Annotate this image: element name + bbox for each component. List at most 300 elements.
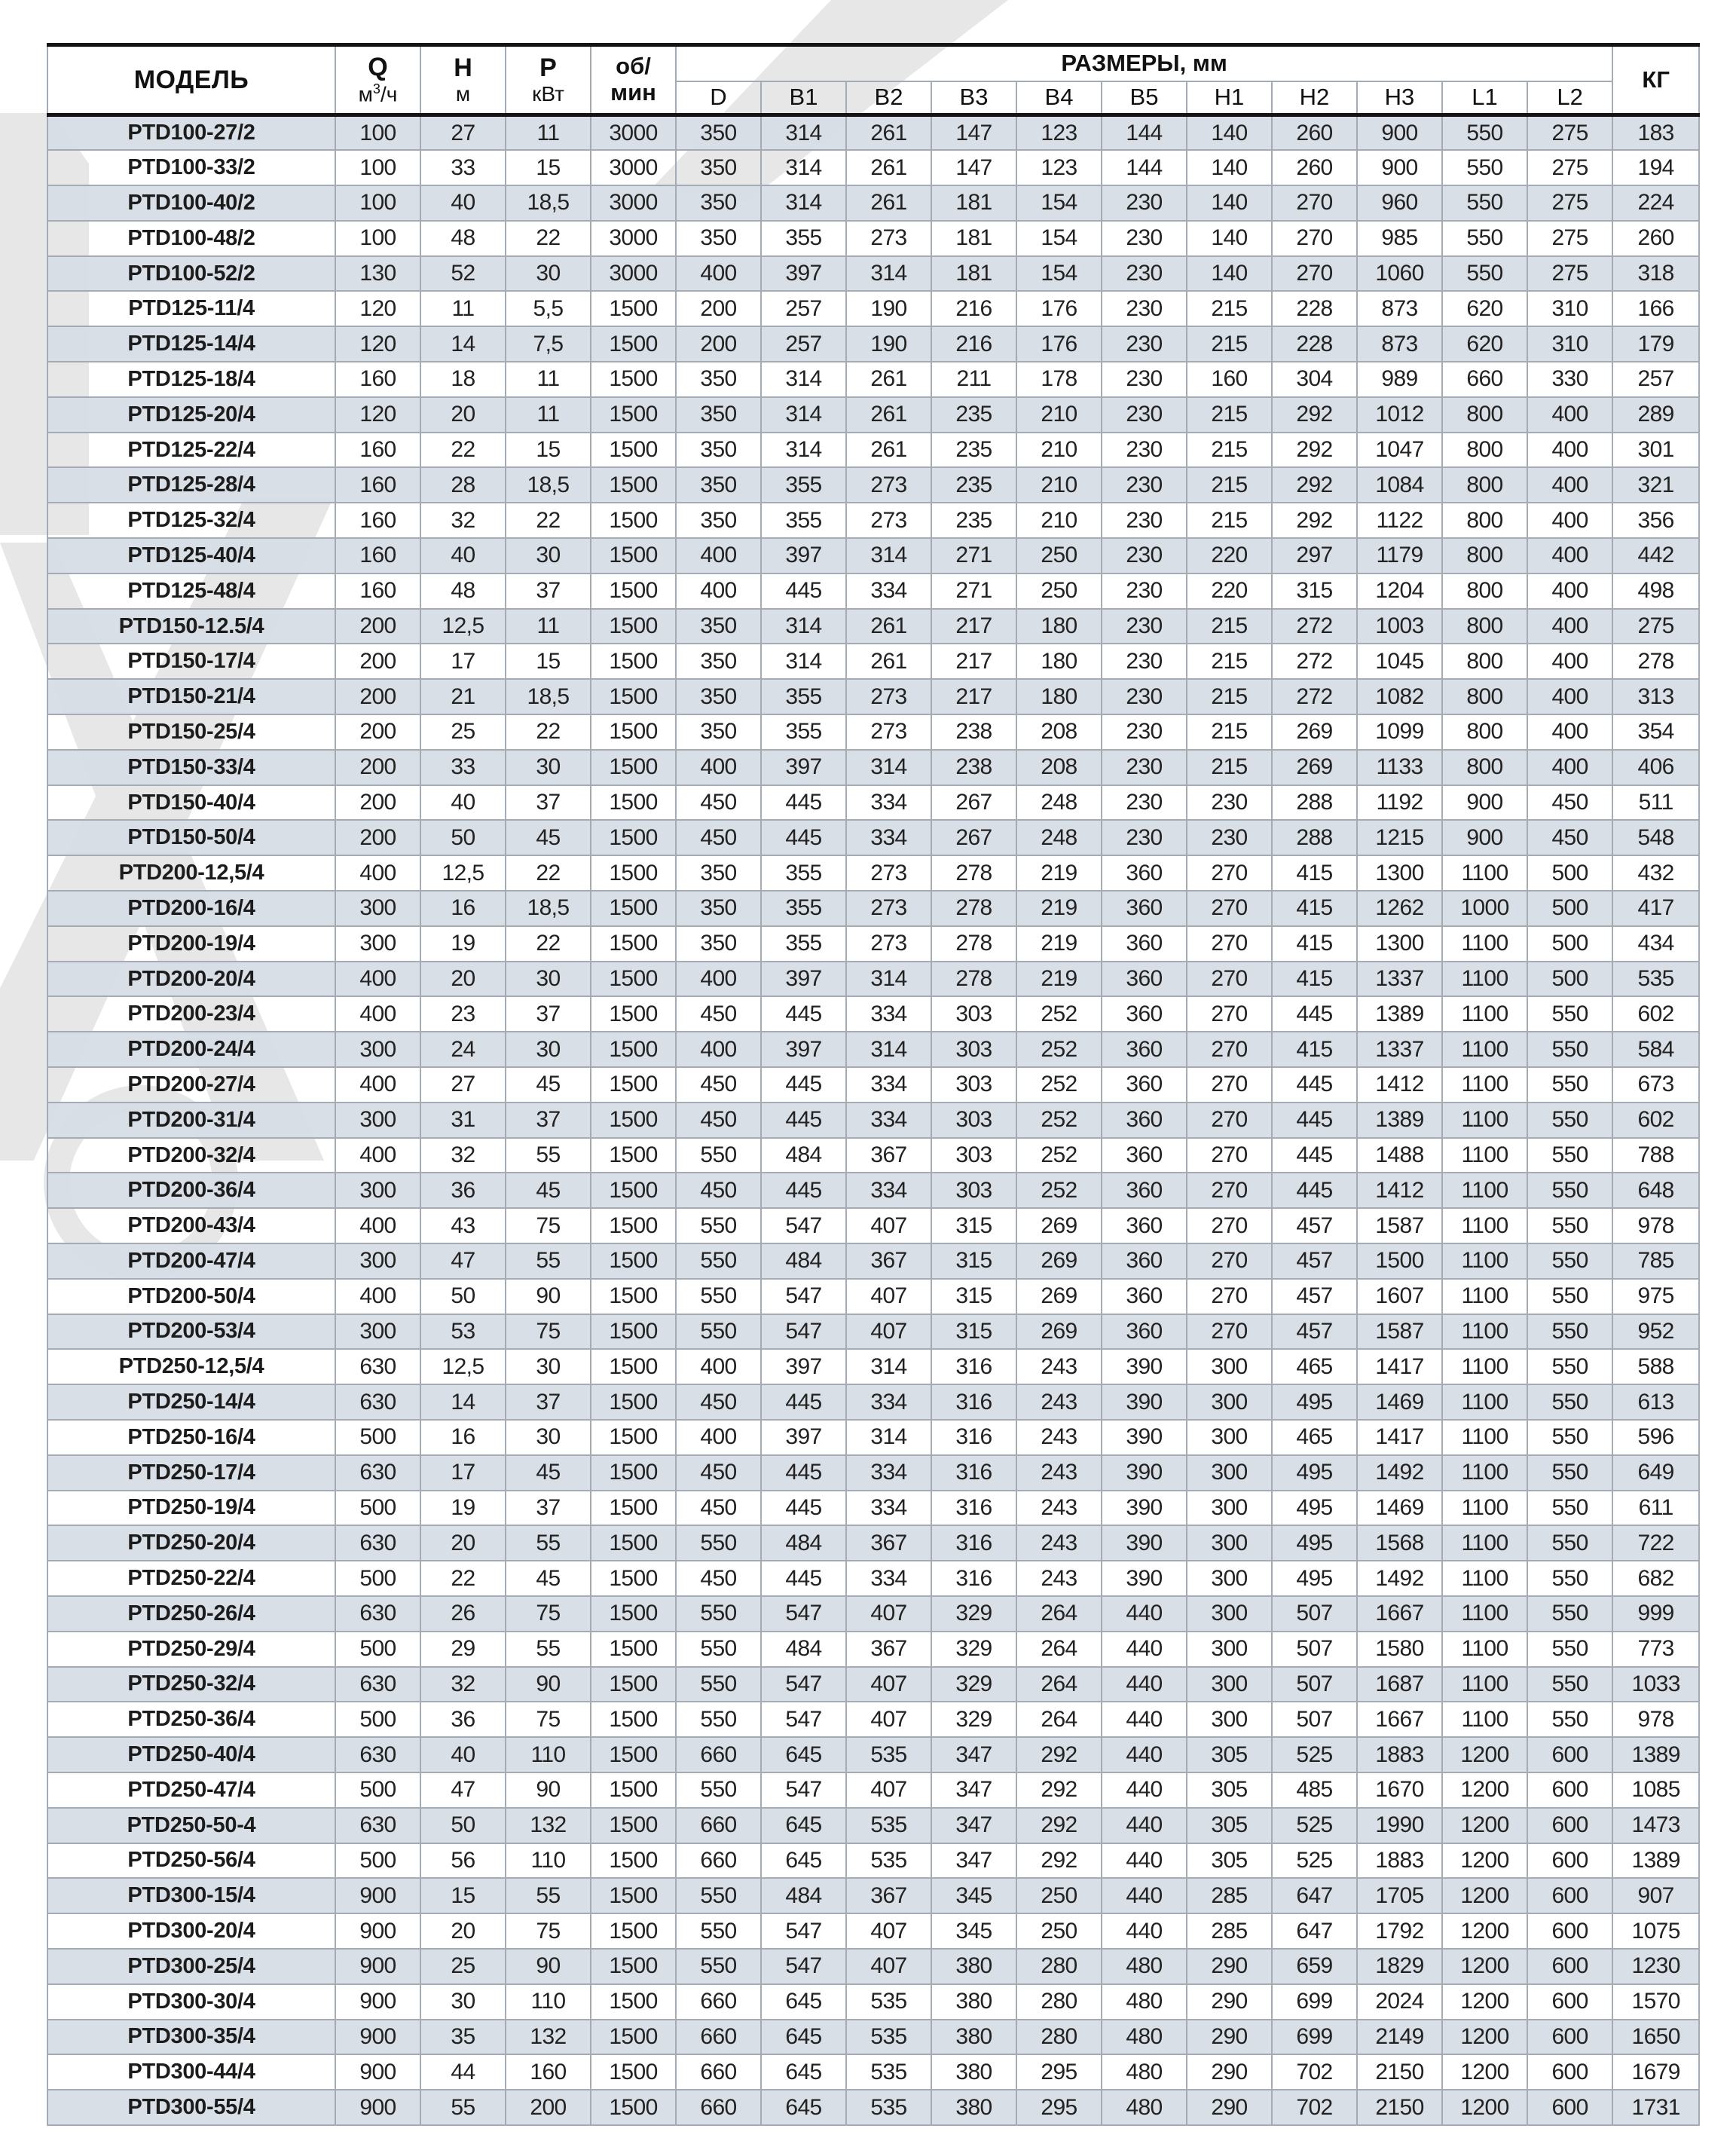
value-cell: 55 bbox=[506, 1138, 591, 1173]
value-cell: 355 bbox=[761, 467, 846, 503]
value-cell: 1500 bbox=[591, 1878, 676, 1913]
model-cell: PTD250-14/4 bbox=[47, 1384, 335, 1420]
value-cell: 1389 bbox=[1357, 996, 1442, 1032]
value-cell: 1667 bbox=[1357, 1702, 1442, 1737]
value-cell: 230 bbox=[1187, 785, 1272, 821]
model-cell: PTD250-56/4 bbox=[47, 1843, 335, 1879]
table-row bbox=[47, 362, 1699, 397]
value-cell: 14 bbox=[420, 326, 506, 362]
value-cell: 235 bbox=[931, 503, 1016, 538]
value-cell: 350 bbox=[676, 609, 761, 644]
value-cell: 440 bbox=[1102, 1913, 1187, 1949]
value-cell: 230 bbox=[1187, 820, 1272, 855]
value-cell: 45 bbox=[506, 820, 591, 855]
value-cell: 290 bbox=[1187, 1949, 1272, 1984]
value-cell: 194 bbox=[1612, 150, 1699, 185]
value-cell: 647 bbox=[1272, 1913, 1357, 1949]
value-cell: 140 bbox=[1187, 185, 1272, 221]
value-cell: 243 bbox=[1016, 1349, 1102, 1384]
value-cell: 26 bbox=[420, 1596, 506, 1632]
value-cell: 160 bbox=[335, 467, 420, 503]
value-cell: 445 bbox=[1272, 1103, 1357, 1138]
value-cell: 32 bbox=[420, 1138, 506, 1173]
value-cell: 645 bbox=[761, 2090, 846, 2125]
table-row bbox=[47, 326, 1699, 362]
value-cell: 434 bbox=[1612, 926, 1699, 962]
value-cell: 15 bbox=[506, 150, 591, 185]
value-cell: 22 bbox=[420, 1561, 506, 1596]
model-cell: PTD150-12.5/4 bbox=[47, 609, 335, 644]
value-cell: 257 bbox=[761, 291, 846, 326]
value-cell: 1650 bbox=[1612, 2020, 1699, 2055]
value-cell: 1500 bbox=[591, 1737, 676, 1772]
value-cell: 1412 bbox=[1357, 1173, 1442, 1208]
value-cell: 132 bbox=[506, 1808, 591, 1843]
table-row bbox=[47, 644, 1699, 679]
value-cell: 500 bbox=[335, 1772, 420, 1808]
value-cell: 290 bbox=[1187, 2020, 1272, 2055]
model-cell: PTD300-30/4 bbox=[47, 1984, 335, 2020]
value-cell: 300 bbox=[1187, 1702, 1272, 1737]
value-cell: 154 bbox=[1016, 221, 1102, 256]
value-cell: 1200 bbox=[1442, 1737, 1527, 1772]
value-cell: 450 bbox=[676, 1455, 761, 1491]
value-cell: 547 bbox=[761, 1279, 846, 1314]
value-cell: 600 bbox=[1527, 1737, 1612, 1772]
value-cell: 314 bbox=[761, 397, 846, 433]
value-cell: 550 bbox=[676, 1667, 761, 1702]
value-cell: 350 bbox=[676, 503, 761, 538]
value-cell: 1500 bbox=[591, 1067, 676, 1103]
value-cell: 800 bbox=[1442, 714, 1527, 750]
value-cell: 1500 bbox=[591, 1349, 676, 1384]
table-row bbox=[47, 2090, 1699, 2125]
value-cell: 1500 bbox=[591, 1702, 676, 1737]
value-cell: 37 bbox=[506, 1491, 591, 1526]
value-cell: 250 bbox=[1016, 1878, 1102, 1913]
value-cell: 329 bbox=[931, 1632, 1016, 1667]
pump-spec-table bbox=[47, 43, 1700, 2126]
value-cell: 498 bbox=[1612, 573, 1699, 609]
value-cell: 550 bbox=[1527, 1173, 1612, 1208]
table-row bbox=[47, 1984, 1699, 2020]
value-cell: 224 bbox=[1612, 185, 1699, 221]
value-cell: 1100 bbox=[1442, 926, 1527, 962]
model-cell: PTD100-52/2 bbox=[47, 256, 335, 292]
value-cell: 600 bbox=[1527, 1772, 1612, 1808]
table-row bbox=[47, 1737, 1699, 1772]
value-cell: 300 bbox=[1187, 1561, 1272, 1596]
value-cell: 660 bbox=[676, 1843, 761, 1879]
value-cell: 1500 bbox=[591, 609, 676, 644]
value-cell: 316 bbox=[931, 1384, 1016, 1420]
value-cell: 315 bbox=[1272, 573, 1357, 609]
value-cell: 1100 bbox=[1442, 1596, 1527, 1632]
value-cell: 1200 bbox=[1442, 1878, 1527, 1913]
col-header-size-B4: B4 bbox=[1016, 81, 1102, 115]
value-cell: 1500 bbox=[591, 1949, 676, 1984]
value-cell: 270 bbox=[1187, 996, 1272, 1032]
value-cell: 314 bbox=[761, 150, 846, 185]
value-cell: 400 bbox=[676, 1420, 761, 1455]
value-cell: 360 bbox=[1102, 1279, 1187, 1314]
q-label: Q bbox=[368, 53, 388, 82]
value-cell: 484 bbox=[761, 1525, 846, 1561]
value-cell: 390 bbox=[1102, 1525, 1187, 1561]
value-cell: 1500 bbox=[591, 785, 676, 821]
value-cell: 21 bbox=[420, 679, 506, 714]
col-header-size-L2: L2 bbox=[1527, 81, 1612, 115]
value-cell: 550 bbox=[1527, 1561, 1612, 1596]
value-cell: 1500 bbox=[591, 1667, 676, 1702]
value-cell: 7,5 bbox=[506, 326, 591, 362]
value-cell: 179 bbox=[1612, 326, 1699, 362]
value-cell: 407 bbox=[846, 1772, 931, 1808]
value-cell: 407 bbox=[846, 1702, 931, 1737]
value-cell: 334 bbox=[846, 996, 931, 1032]
value-cell: 406 bbox=[1612, 750, 1699, 785]
value-cell: 1100 bbox=[1442, 1702, 1527, 1737]
value-cell: 800 bbox=[1442, 538, 1527, 573]
value-cell: 978 bbox=[1612, 1702, 1699, 1737]
p-label: Р bbox=[539, 54, 557, 83]
value-cell: 37 bbox=[506, 573, 591, 609]
value-cell: 2150 bbox=[1357, 2090, 1442, 2125]
h-label: Н bbox=[454, 54, 472, 83]
value-cell: 1500 bbox=[591, 1843, 676, 1879]
value-cell: 407 bbox=[846, 1208, 931, 1243]
value-cell: 269 bbox=[1016, 1208, 1102, 1243]
value-cell: 1500 bbox=[591, 855, 676, 891]
value-cell: 480 bbox=[1102, 1984, 1187, 2020]
value-cell: 270 bbox=[1187, 1138, 1272, 1173]
value-cell: 18,5 bbox=[506, 891, 591, 926]
value-cell: 1100 bbox=[1442, 1632, 1527, 1667]
table-row bbox=[47, 996, 1699, 1032]
value-cell: 415 bbox=[1272, 891, 1357, 926]
value-cell: 550 bbox=[676, 1314, 761, 1350]
value-cell: 24 bbox=[420, 1032, 506, 1067]
value-cell: 550 bbox=[676, 1525, 761, 1561]
value-cell: 180 bbox=[1016, 679, 1102, 714]
value-cell: 22 bbox=[506, 714, 591, 750]
value-cell: 1500 bbox=[591, 326, 676, 362]
value-cell: 645 bbox=[761, 1737, 846, 1772]
table-row bbox=[47, 1949, 1699, 1984]
value-cell: 1389 bbox=[1357, 1103, 1442, 1138]
table-row bbox=[47, 679, 1699, 714]
value-cell: 1607 bbox=[1357, 1279, 1442, 1314]
value-cell: 1389 bbox=[1612, 1737, 1699, 1772]
model-cell: PTD150-50/4 bbox=[47, 820, 335, 855]
value-cell: 19 bbox=[420, 926, 506, 962]
value-cell: 280 bbox=[1016, 1949, 1102, 1984]
value-cell: 100 bbox=[335, 115, 420, 151]
value-cell: 440 bbox=[1102, 1702, 1187, 1737]
value-cell: 773 bbox=[1612, 1632, 1699, 1667]
value-cell: 1500 bbox=[591, 926, 676, 962]
value-cell: 261 bbox=[846, 115, 931, 151]
model-cell: PTD200-36/4 bbox=[47, 1173, 335, 1208]
value-cell: 252 bbox=[1016, 996, 1102, 1032]
value-cell: 788 bbox=[1612, 1138, 1699, 1173]
value-cell: 270 bbox=[1187, 1067, 1272, 1103]
value-cell: 200 bbox=[335, 644, 420, 679]
value-cell: 1003 bbox=[1357, 609, 1442, 644]
value-cell: 1100 bbox=[1442, 1561, 1527, 1596]
value-cell: 215 bbox=[1187, 503, 1272, 538]
value-cell: 550 bbox=[1527, 1349, 1612, 1384]
value-cell: 500 bbox=[335, 1491, 420, 1526]
model-cell: PTD250-26/4 bbox=[47, 1596, 335, 1632]
value-cell: 273 bbox=[846, 503, 931, 538]
value-cell: 450 bbox=[676, 1491, 761, 1526]
value-cell: 457 bbox=[1272, 1243, 1357, 1279]
value-cell: 313 bbox=[1612, 679, 1699, 714]
value-cell: 334 bbox=[846, 1067, 931, 1103]
value-cell: 1500 bbox=[591, 362, 676, 397]
value-cell: 550 bbox=[1527, 1384, 1612, 1420]
value-cell: 360 bbox=[1102, 1067, 1187, 1103]
value-cell: 660 bbox=[676, 1737, 761, 1772]
model-cell: PTD200-19/4 bbox=[47, 926, 335, 962]
model-cell: PTD200-32/4 bbox=[47, 1138, 335, 1173]
value-cell: 1200 bbox=[1442, 2054, 1527, 2090]
value-cell: 800 bbox=[1442, 644, 1527, 679]
value-cell: 500 bbox=[335, 1632, 420, 1667]
value-cell: 230 bbox=[1102, 644, 1187, 679]
value-cell: 40 bbox=[420, 185, 506, 221]
value-cell: 495 bbox=[1272, 1384, 1357, 1420]
value-cell: 800 bbox=[1442, 750, 1527, 785]
value-cell: 1500 bbox=[1357, 1243, 1442, 1279]
value-cell: 14 bbox=[420, 1384, 506, 1420]
value-cell: 47 bbox=[420, 1772, 506, 1808]
value-cell: 160 bbox=[335, 538, 420, 573]
value-cell: 660 bbox=[1442, 362, 1527, 397]
model-cell: PTD250-47/4 bbox=[47, 1772, 335, 1808]
value-cell: 315 bbox=[931, 1314, 1016, 1350]
value-cell: 1587 bbox=[1357, 1314, 1442, 1350]
value-cell: 220 bbox=[1187, 538, 1272, 573]
value-cell: 1883 bbox=[1357, 1843, 1442, 1879]
value-cell: 649 bbox=[1612, 1455, 1699, 1491]
value-cell: 314 bbox=[846, 750, 931, 785]
value-cell: 1500 bbox=[591, 1913, 676, 1949]
value-cell: 35 bbox=[420, 2020, 506, 2055]
value-cell: 547 bbox=[761, 1596, 846, 1632]
value-cell: 292 bbox=[1272, 433, 1357, 468]
model-cell: PTD200-50/4 bbox=[47, 1279, 335, 1314]
value-cell: 273 bbox=[846, 926, 931, 962]
value-cell: 278 bbox=[931, 962, 1016, 997]
value-cell: 1500 bbox=[591, 2054, 676, 2090]
value-cell: 397 bbox=[761, 1349, 846, 1384]
value-cell: 465 bbox=[1272, 1349, 1357, 1384]
value-cell: 210 bbox=[1016, 503, 1102, 538]
value-cell: 334 bbox=[846, 1384, 931, 1420]
value-cell: 507 bbox=[1272, 1702, 1357, 1737]
value-cell: 547 bbox=[761, 1949, 846, 1984]
value-cell: 270 bbox=[1187, 855, 1272, 891]
value-cell: 300 bbox=[1187, 1596, 1272, 1632]
value-cell: 620 bbox=[1442, 326, 1527, 362]
value-cell: 547 bbox=[761, 1702, 846, 1737]
value-cell: 43 bbox=[420, 1208, 506, 1243]
col-header-model: МОДЕЛЬ bbox=[47, 45, 335, 115]
value-cell: 550 bbox=[676, 1208, 761, 1243]
value-cell: 219 bbox=[1016, 926, 1102, 962]
table-row bbox=[47, 820, 1699, 855]
value-cell: 699 bbox=[1272, 1984, 1357, 2020]
value-cell: 1500 bbox=[591, 1279, 676, 1314]
value-cell: 495 bbox=[1272, 1525, 1357, 1561]
value-cell: 445 bbox=[761, 1173, 846, 1208]
value-cell: 27 bbox=[420, 115, 506, 151]
table-row bbox=[47, 1667, 1699, 1702]
value-cell: 550 bbox=[1527, 1032, 1612, 1067]
col-header-head bbox=[420, 45, 506, 115]
value-cell: 200 bbox=[335, 820, 420, 855]
value-cell: 15 bbox=[506, 644, 591, 679]
value-cell: 550 bbox=[1527, 1208, 1612, 1243]
value-cell: 1200 bbox=[1442, 1949, 1527, 1984]
table-row bbox=[47, 1314, 1699, 1350]
value-cell: 1389 bbox=[1612, 1843, 1699, 1879]
value-cell: 1337 bbox=[1357, 962, 1442, 997]
value-cell: 465 bbox=[1272, 1420, 1357, 1455]
value-cell: 264 bbox=[1016, 1702, 1102, 1737]
value-cell: 318 bbox=[1612, 256, 1699, 292]
value-cell: 295 bbox=[1016, 2054, 1102, 2090]
value-cell: 292 bbox=[1016, 1808, 1102, 1843]
value-cell: 123 bbox=[1016, 115, 1102, 151]
value-cell: 407 bbox=[846, 1913, 931, 1949]
value-cell: 238 bbox=[931, 714, 1016, 750]
value-cell: 228 bbox=[1272, 291, 1357, 326]
value-cell: 645 bbox=[761, 1843, 846, 1879]
value-cell: 270 bbox=[1187, 1208, 1272, 1243]
value-cell: 292 bbox=[1272, 503, 1357, 538]
table-row bbox=[47, 397, 1699, 433]
value-cell: 230 bbox=[1102, 538, 1187, 573]
value-cell: 300 bbox=[1187, 1525, 1272, 1561]
value-cell: 208 bbox=[1016, 714, 1102, 750]
value-cell: 100 bbox=[335, 221, 420, 256]
value-cell: 200 bbox=[335, 679, 420, 714]
value-cell: 316 bbox=[931, 1491, 1016, 1526]
value-cell: 550 bbox=[676, 1243, 761, 1279]
value-cell: 550 bbox=[1527, 1632, 1612, 1667]
value-cell: 1100 bbox=[1442, 855, 1527, 891]
value-cell: 535 bbox=[846, 2054, 931, 2090]
value-cell: 18,5 bbox=[506, 679, 591, 714]
value-cell: 500 bbox=[1527, 926, 1612, 962]
model-cell: PTD150-33/4 bbox=[47, 750, 335, 785]
value-cell: 1100 bbox=[1442, 1208, 1527, 1243]
value-cell: 15 bbox=[420, 1878, 506, 1913]
value-cell: 584 bbox=[1612, 1032, 1699, 1067]
value-cell: 11 bbox=[506, 609, 591, 644]
value-cell: 190 bbox=[846, 326, 931, 362]
value-cell: 264 bbox=[1016, 1596, 1102, 1632]
model-cell: PTD250-12,5/4 bbox=[47, 1349, 335, 1384]
value-cell: 314 bbox=[846, 1349, 931, 1384]
value-cell: 1500 bbox=[591, 433, 676, 468]
model-cell: PTD125-18/4 bbox=[47, 362, 335, 397]
value-cell: 952 bbox=[1612, 1314, 1699, 1350]
value-cell: 588 bbox=[1612, 1349, 1699, 1384]
value-cell: 1679 bbox=[1612, 2054, 1699, 2090]
value-cell: 303 bbox=[931, 996, 1016, 1032]
value-cell: 445 bbox=[761, 573, 846, 609]
table-row bbox=[47, 891, 1699, 926]
value-cell: 230 bbox=[1102, 221, 1187, 256]
value-cell: 645 bbox=[761, 1984, 846, 2020]
value-cell: 280 bbox=[1016, 2020, 1102, 2055]
value-cell: 1500 bbox=[591, 891, 676, 926]
value-cell: 300 bbox=[335, 1173, 420, 1208]
model-cell: PTD200-31/4 bbox=[47, 1103, 335, 1138]
value-cell: 400 bbox=[1527, 609, 1612, 644]
table-row bbox=[47, 1173, 1699, 1208]
value-cell: 1500 bbox=[591, 2090, 676, 2125]
value-cell: 350 bbox=[676, 150, 761, 185]
value-cell: 495 bbox=[1272, 1491, 1357, 1526]
value-cell: 334 bbox=[846, 1103, 931, 1138]
value-cell: 1417 bbox=[1357, 1349, 1442, 1384]
value-cell: 40 bbox=[420, 538, 506, 573]
value-cell: 215 bbox=[1187, 679, 1272, 714]
value-cell: 500 bbox=[335, 1702, 420, 1737]
table-row bbox=[47, 750, 1699, 785]
value-cell: 722 bbox=[1612, 1525, 1699, 1561]
value-cell: 630 bbox=[335, 1667, 420, 1702]
value-cell: 445 bbox=[1272, 996, 1357, 1032]
value-cell: 264 bbox=[1016, 1632, 1102, 1667]
value-cell: 120 bbox=[335, 291, 420, 326]
value-cell: 230 bbox=[1102, 820, 1187, 855]
value-cell: 400 bbox=[1527, 503, 1612, 538]
value-cell: 270 bbox=[1187, 1314, 1272, 1350]
value-cell: 300 bbox=[335, 1314, 420, 1350]
value-cell: 550 bbox=[1527, 1138, 1612, 1173]
value-cell: 900 bbox=[1442, 820, 1527, 855]
value-cell: 181 bbox=[931, 185, 1016, 221]
value-cell: 407 bbox=[846, 1667, 931, 1702]
value-cell: 45 bbox=[506, 1067, 591, 1103]
value-cell: 445 bbox=[761, 996, 846, 1032]
model-cell: PTD300-44/4 bbox=[47, 2054, 335, 2090]
value-cell: 660 bbox=[676, 2054, 761, 2090]
value-cell: 445 bbox=[1272, 1138, 1357, 1173]
value-cell: 350 bbox=[676, 397, 761, 433]
value-cell: 367 bbox=[846, 1878, 931, 1913]
value-cell: 1100 bbox=[1442, 1173, 1527, 1208]
value-cell: 1488 bbox=[1357, 1138, 1442, 1173]
value-cell: 1883 bbox=[1357, 1737, 1442, 1772]
value-cell: 215 bbox=[1187, 714, 1272, 750]
value-cell: 900 bbox=[1442, 785, 1527, 821]
value-cell: 1200 bbox=[1442, 1772, 1527, 1808]
value-cell: 400 bbox=[676, 750, 761, 785]
value-cell: 550 bbox=[676, 1702, 761, 1737]
value-cell: 450 bbox=[1527, 785, 1612, 821]
value-cell: 480 bbox=[1102, 2090, 1187, 2125]
value-cell: 272 bbox=[1272, 679, 1357, 714]
value-cell: 50 bbox=[420, 820, 506, 855]
value-cell: 350 bbox=[676, 926, 761, 962]
